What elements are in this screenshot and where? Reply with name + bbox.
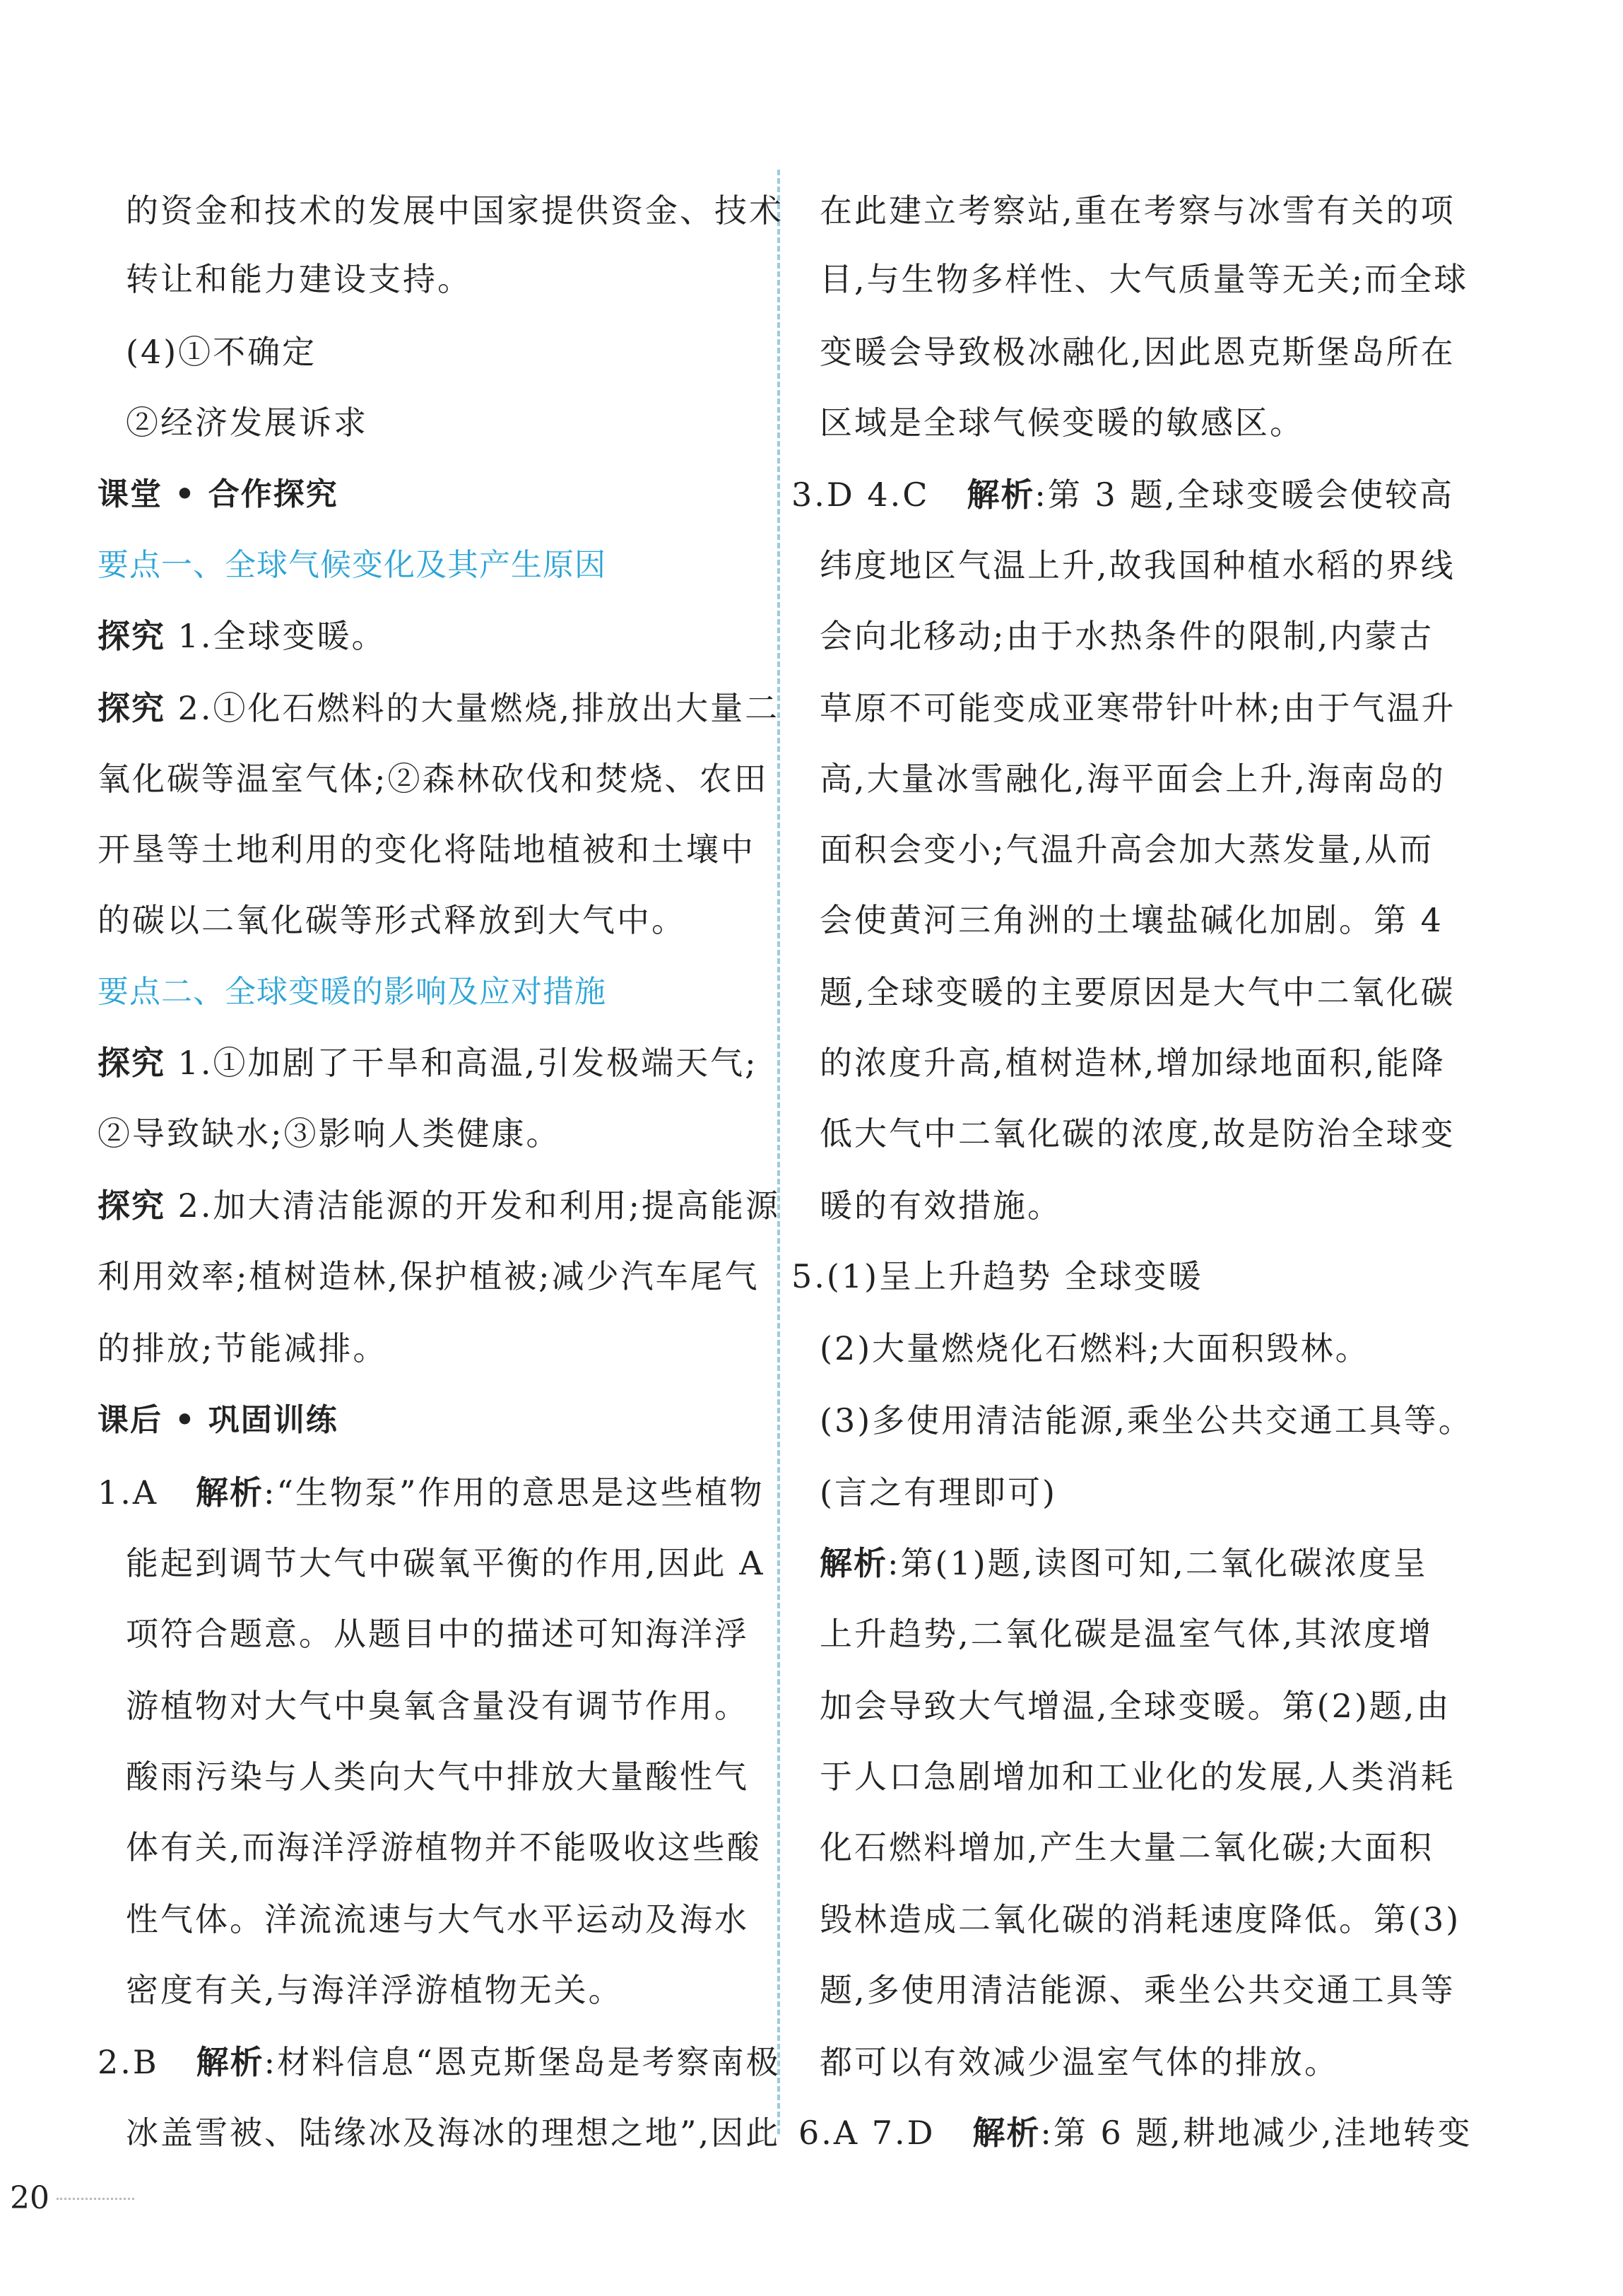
explore-label: 探究 — [98, 1044, 165, 1082]
text-line: 开垦等土地利用的变化将陆地植被和土壤中 — [98, 830, 755, 869]
text-line: 区域是全球气候变暖的敏感区。 — [820, 404, 1304, 442]
text-line: 体有关,而海洋浮游植物并不能吸收这些酸 — [126, 1828, 762, 1866]
page-number: 20 — [10, 2180, 49, 2216]
text-line: 草原不可能变成亚寒带针叶林;由于气温升 — [820, 689, 1456, 727]
page-number-dots — [57, 2198, 134, 2200]
text-line: 目,与生物多样性、大气质量等无关;而全球 — [820, 260, 1469, 298]
column-divider — [777, 170, 780, 2134]
answer-5-analysis: 解析:第(1)题,读图可知,二氧化碳浓度呈 — [820, 1544, 1428, 1582]
explore-label: 探究 — [98, 1187, 165, 1225]
text-line: 会使黄河三角洲的土壤盐碱化加剧。第 4 — [820, 901, 1444, 939]
text-line: 氧化碳等温室气体;②森林砍伐和焚烧、农田 — [98, 760, 769, 798]
text-line: 暖的有效措施。 — [820, 1187, 1062, 1225]
text-line: 酸雨污染与人类向大气中排放大量酸性气 — [126, 1758, 749, 1796]
text-line: 冰盖雪被、陆缘冰及海冰的理想之地”,因此 — [126, 2114, 781, 2152]
text-line: 在此建立考察站,重在考察与冰雪有关的项 — [820, 192, 1456, 230]
text-line: 题,多使用清洁能源、乘坐公共交通工具等 — [820, 1971, 1456, 2009]
explore-item-2: 探究 2.加大清洁能源的开发和利用;提高能源 — [98, 1187, 781, 1225]
section-heading-after-class: 课后 • 巩固训练 — [98, 1402, 338, 1438]
text-line: (言之有理即可) — [820, 1473, 1057, 1512]
answer-3-4: 3.D 4.C 解析:第 3 题,全球变暖会使较高 — [791, 476, 1454, 514]
analysis-label: 解析 — [967, 476, 1035, 514]
answer-5-3: (3)多使用清洁能源,乘坐公共交通工具等。 — [820, 1401, 1473, 1440]
text-line: 的资金和技术的发展中国家提供资金、技术 — [126, 192, 784, 230]
explore-item-1: 探究 1.①加剧了干旱和高温,引发极端天气; — [98, 1044, 758, 1082]
text-line: 加会导致大气增温,全球变暖。第(2)题,由 — [820, 1687, 1451, 1725]
text-line: 毁林造成二氧化碳的消耗速度降低。第(3) — [820, 1900, 1461, 1938]
text-line: 的碳以二氧化碳等形式释放到大气中。 — [98, 901, 686, 939]
text-line: 上升趋势,二氧化碳是温室气体,其浓度增 — [820, 1615, 1434, 1653]
text-line: 的浓度升高,植树造林,增加绿地面积,能降 — [820, 1044, 1446, 1082]
key-point-heading-2: 要点二、全球变暖的影响及应对措施 — [98, 974, 606, 1010]
text-line: 面积会变小;气温升高会加大蒸发量,从而 — [820, 830, 1434, 869]
text-line: ②导致缺水;③影响人类健康。 — [98, 1114, 561, 1153]
text-line: 题,全球变暖的主要原因是大气中二氧化碳 — [820, 973, 1456, 1011]
text-line: (4)①不确定 — [126, 333, 317, 371]
answer-5-2: (2)大量燃烧化石燃料;大面积毁林。 — [820, 1329, 1370, 1367]
text-line: 都可以有效减少温室气体的排放。 — [820, 2043, 1339, 2081]
analysis-label: 解析 — [820, 1544, 887, 1582]
text-line: 能起到调节大气中碳氧平衡的作用,因此 A — [126, 1544, 765, 1582]
explore-label: 探究 — [98, 617, 165, 655]
text-line: 高,大量冰雪融化,海平面会上升,海南岛的 — [820, 760, 1446, 798]
analysis-label: 解析 — [196, 2043, 264, 2081]
answer-1: 1.A 解析:“生物泵”作用的意思是这些植物 — [98, 1473, 765, 1512]
text-line: 性气体。洋流流速与大气水平运动及海水 — [126, 1900, 749, 1938]
text-line: 会向北移动;由于水热条件的限制,内蒙古 — [820, 617, 1434, 655]
explore-item-1: 探究 1.全球变暖。 — [98, 617, 386, 655]
explore-label: 探究 — [98, 689, 165, 727]
key-point-heading-1: 要点一、全球气候变化及其产生原因 — [98, 547, 606, 583]
text-line: 纬度地区气温上升,故我国种植水稻的界线 — [820, 546, 1456, 584]
analysis-label: 解析 — [972, 2114, 1041, 2152]
text-line: 化石燃料增加,产生大量二氧化碳;大面积 — [820, 1828, 1434, 1866]
section-heading-classroom: 课堂 • 合作探究 — [98, 476, 338, 512]
text-line: 游植物对大气中臭氧含量没有调节作用。 — [126, 1687, 749, 1725]
text-line: 项符合题意。从题目中的描述可知海洋浮 — [126, 1615, 749, 1653]
text-line: 于人口急剧增加和工业化的发展,人类消耗 — [820, 1758, 1456, 1796]
analysis-label: 解析 — [195, 1473, 264, 1512]
answer-6-7: 6.A 7.D 解析:第 6 题,耕地减少,洼地转变 — [798, 2114, 1472, 2152]
text-line: 的排放;节能减排。 — [98, 1329, 388, 1367]
explore-item-2: 探究 2.①化石燃料的大量燃烧,排放出大量二 — [98, 689, 780, 727]
answer-5-1: 5.(1)呈上升趋势 全球变暖 — [791, 1257, 1203, 1295]
text-line: 转让和能力建设支持。 — [126, 260, 472, 298]
text-line: ②经济发展诉求 — [126, 404, 368, 442]
text-line: 低大气中二氧化碳的浓度,故是防治全球变 — [820, 1114, 1456, 1153]
answer-2: 2.B 解析:材料信息“恩克斯堡岛是考察南极 — [98, 2043, 781, 2081]
text-line: 变暖会导致极冰融化,因此恩克斯堡岛所在 — [820, 333, 1456, 371]
text-line: 密度有关,与海洋浮游植物无关。 — [126, 1971, 623, 2009]
text-line: 利用效率;植树造林,保护植被;减少汽车尾气 — [98, 1257, 760, 1295]
